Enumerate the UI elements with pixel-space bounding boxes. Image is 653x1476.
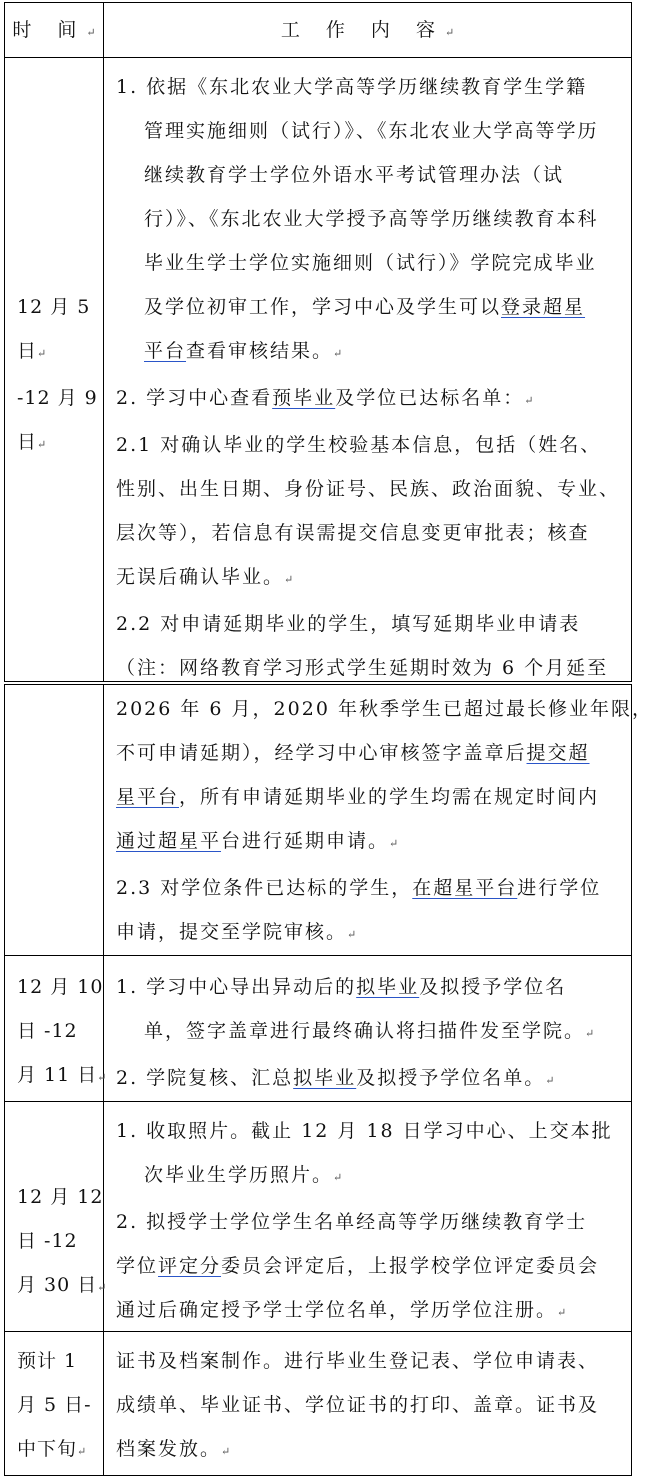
content-text: 继续教育学士学位外语水平考试管理办法（试 [144,164,565,186]
content-text: 2. 学习中心查看 [116,387,273,409]
row-divider [5,1101,631,1102]
content-line [116,1200,623,1244]
row4-content [104,1339,631,1474]
time-line: 月 30 日↵ [17,1274,107,1296]
time-line: 预计 1 [17,1350,78,1372]
content-line [116,376,623,423]
row1-content-continued [104,687,653,957]
time-line: -12 月 9 [17,387,98,409]
underlined-link-text: 在超星平台 [412,877,518,899]
paragraph-mark: ↵ [557,1306,567,1319]
content-line [116,731,623,775]
row1-content [104,65,631,690]
content-text: 层次等），若信息有误需提交信息变更审批表；核查 [116,522,590,544]
content-line [116,1109,623,1153]
time-line: 日 -12 [17,1020,78,1042]
content-text: 2.1 对确认毕业的学生校验基本信息，包括（姓名、 [116,434,602,456]
underlined-link-text: 拟毕业 [356,976,420,998]
paragraph-mark: ↵ [37,438,47,451]
time-line: 12 月 5 [17,296,91,318]
content-line [116,285,623,329]
content-line [116,687,653,731]
content-text: 行）》、《东北农业大学授予高等学历继续教育本科 [144,208,599,230]
content-text: 申请，提交至学院审核。 [116,921,348,943]
paragraph-mark: ↵ [389,837,399,850]
content-text: 2.2 对申请延期毕业的学生，填写延期毕业申请表 [116,613,581,635]
content-text: 进行学位 [517,877,602,899]
underlined-link-text: 预毕业 [272,387,336,409]
row4-time [5,1339,103,1474]
time-line: 月 11 日↵ [17,1064,107,1086]
content-line [116,819,623,866]
time-line: 日 -12 [17,1230,78,1252]
content-text: 学位 [116,1255,159,1277]
content-text: 及拟授予学位名单。 [356,1067,546,1089]
content-text: 无误后确认毕业。 [116,566,285,588]
underlined-link-text: 星平台 [116,786,180,808]
time-line: 12 月 12 [17,1186,104,1208]
content-line [116,1153,623,1200]
time-line: 日↵ [17,431,47,453]
content-text: 及拟授予学位名 [419,976,567,998]
content-text: 次毕业生学历照片。 [144,1164,334,1186]
content-text: 查看审核结果。 [186,340,334,362]
header-time: 时 间↵ [12,19,96,41]
row-divider [5,955,631,956]
content-text: 性别、出生日期、身份证号、民族、政治面貌、专业、 [116,478,621,500]
paragraph-mark: ↵ [37,347,47,360]
row3-time [5,1175,107,1310]
content-text: 证书及档案制作。进行毕业生登记表、学位申请表、 [116,1350,600,1372]
content-text: 成绩单、毕业证书、学位证书的打印、盖章。证书及 [116,1394,600,1416]
content-text: 2.3 对学位条件已达标的学生， [116,877,413,899]
content-line [116,1244,623,1288]
content-text: 2. 拟授学士学位学生名单经高等学历继续教育学士 [116,1211,588,1233]
underlined-link-text: 平台 [144,340,187,362]
content-text: 单，签字盖章进行最终确认将扫描件发至学院。 [144,1020,586,1042]
content-text: （注：网络教育学习形式学生延期时效为 6 个月延至 [116,657,609,679]
paragraph-mark: ↵ [77,1445,87,1458]
time-line: 日↵ [17,340,47,362]
content-line [116,467,623,511]
content-text: 台进行延期申请。 [221,830,390,852]
table-segment-2 [4,684,653,1476]
underlined-link-text: 提交超 [526,742,590,764]
content-text: 1. 依据《东北农业大学高等学历继续教育学生学籍 [116,76,588,98]
content-line [116,555,623,602]
content-line [116,241,623,285]
content-text: 1. 收取照片。截止 12 月 18 日学习中心、上交本批 [116,1120,613,1142]
content-line [116,866,623,910]
paragraph-mark: ↵ [97,1281,107,1294]
underlined-link-text: 拟毕业 [293,1067,357,1089]
time-line: 月 5 日- [17,1394,92,1416]
content-line [116,329,623,376]
content-line [116,1427,623,1474]
content-line [116,65,623,109]
paragraph-mark: ↵ [585,1027,595,1040]
content-line [116,109,623,153]
time-line: 中下旬↵ [17,1438,87,1460]
underlined-link-text: 评定分 [158,1255,222,1277]
paragraph-mark: ↵ [545,1074,555,1087]
content-line [116,1339,623,1383]
content-line [116,965,623,1009]
content-line [116,910,623,957]
row3-content [104,1109,631,1335]
content-line [116,1383,623,1427]
content-text: 及学位初审工作，学习中心及学生可以 [144,296,502,318]
content-text: 通过后确定授予学士学位名单，学历学位注册。 [116,1299,558,1321]
time-line: 12 月 10 [17,976,104,998]
underlined-link-text: 通过超星平 [116,830,222,852]
underlined-link-text: 登录超星 [501,296,586,318]
paragraph-mark: ↵ [97,1071,107,1084]
paragraph-mark: ↵ [524,394,534,407]
content-text: 档案发放。 [116,1438,222,1460]
paragraph-mark: ↵ [347,928,357,941]
content-text: 2026 年 6 月，2020 年秋季学生已超过最长修业年限， [116,698,653,720]
content-line [116,775,623,819]
content-text: 1. 学习中心导出异动后的 [116,976,357,998]
content-text: 及学位已达标名单： [335,387,525,409]
content-line [116,423,623,467]
content-text: ，所有申请延期毕业的学生均需在规定时间内 [179,786,600,808]
row2-time [5,965,107,1100]
table-segment-1 [4,2,632,682]
content-line [116,511,623,555]
content-text: 2. 学院复核、汇总 [116,1067,294,1089]
content-line [116,153,623,197]
header-content: 工 作 内 容↵ [280,19,455,41]
row-divider [5,1331,631,1332]
content-text: 毕业生学士学位实施细则（试行）》学院完成毕业 [144,252,597,274]
paragraph-mark: ↵ [333,347,343,360]
paragraph-mark: ↵ [284,573,294,586]
content-text: 管理实施细则（试行）》、《东北农业大学高等学历 [144,120,599,142]
paragraph-mark: ↵ [333,1171,343,1184]
content-line [116,1288,623,1335]
row-divider [5,57,631,58]
paragraph-mark: ↵ [221,1445,231,1458]
content-line [116,602,623,646]
content-text: 委员会评定后，上报学校学位评定委员会 [221,1255,600,1277]
content-line [116,1056,623,1103]
content-line [116,197,623,241]
content-text: 不可申请延期），经学习中心审核签字盖章后 [116,742,527,764]
row1-time [5,285,103,467]
content-line [116,1009,623,1056]
row2-content [104,965,631,1103]
